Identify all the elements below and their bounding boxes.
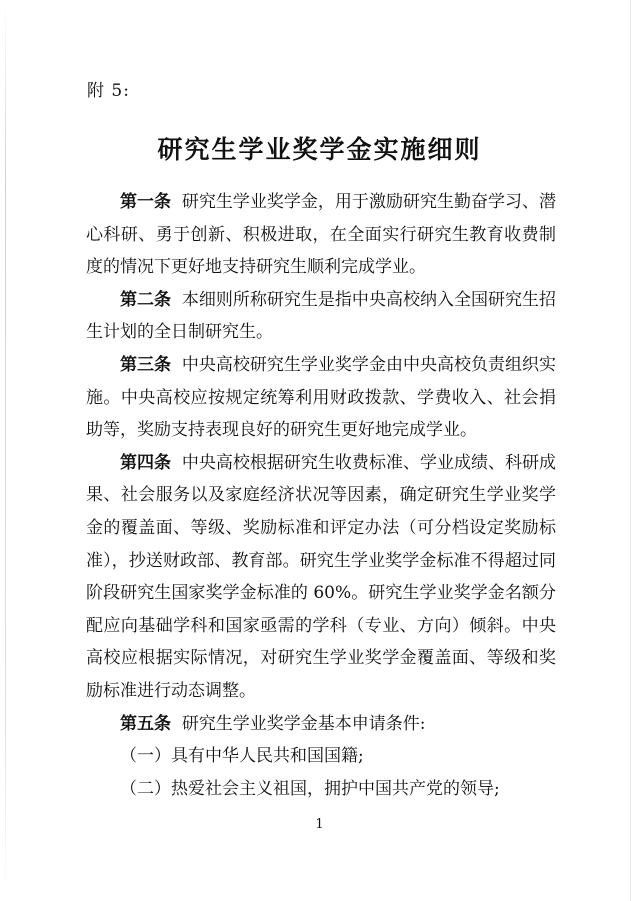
condition-item: （二）热爱社会主义祖国，拥护中国共产党的领导; xyxy=(120,778,500,799)
article-text: 中央高校研究生学业奖学金由中央高校负责组织实施。中央高校应按规定统筹利用财政拨款、学费收入、社会捐助等，奖励支持表现良好的研究生更好地完成学业。 xyxy=(86,354,557,441)
article-text: 研究生学业奖学金，用于激励研究生勤奋学习、潜心科研、勇于创新、积极进取，在全面实行研究生教育收费制度的情况下更好地支持研究生顺利完成学业。 xyxy=(86,192,557,278)
article-number: 第二条 xyxy=(120,289,172,310)
article-1 xyxy=(86,186,556,284)
article-4 xyxy=(86,447,556,708)
article-number: 第三条 xyxy=(120,354,172,375)
page-number: 1 xyxy=(315,817,324,832)
article-number: 第五条 xyxy=(120,713,171,734)
document-title: 研究生学业奖学金实施细则 xyxy=(157,135,482,164)
condition-item: （一）具有中华人民共和国国籍; xyxy=(120,746,364,767)
article-2 xyxy=(86,284,556,349)
article-number: 第一条 xyxy=(120,192,172,212)
article-number: 第四条 xyxy=(120,452,172,473)
article-text: 本细则所称研究生是指中央高校纳入全国研究生招生计划的全日制研究生。 xyxy=(86,289,557,343)
document-body xyxy=(86,186,556,805)
article-text: 中央高校根据研究生收费标准、学业成绩、科研成果、社会服务以及家庭经济状况等因素，确定研究生学业奖学金的覆盖面、等级、奖励标准和评定办法（可分档设定奖励标准），抄送财政部、教育部。研究生学业奖学金标准不得超过同阶段研究生国家奖学金标准的 60%。研究生学业奖学金名额分配应向基础学科和国家亟需的学科（专业、方向）倾斜。中央高校应根据实际情况，对研究生学业奖学金覆盖面、等级和奖励标准进行动态调整。 xyxy=(86,452,557,701)
article-5 xyxy=(86,708,556,741)
article-3 xyxy=(86,349,556,447)
article-text: 研究生学业奖学金基本申请条件: xyxy=(181,713,426,734)
attachment-label: 附 5: xyxy=(87,81,130,101)
